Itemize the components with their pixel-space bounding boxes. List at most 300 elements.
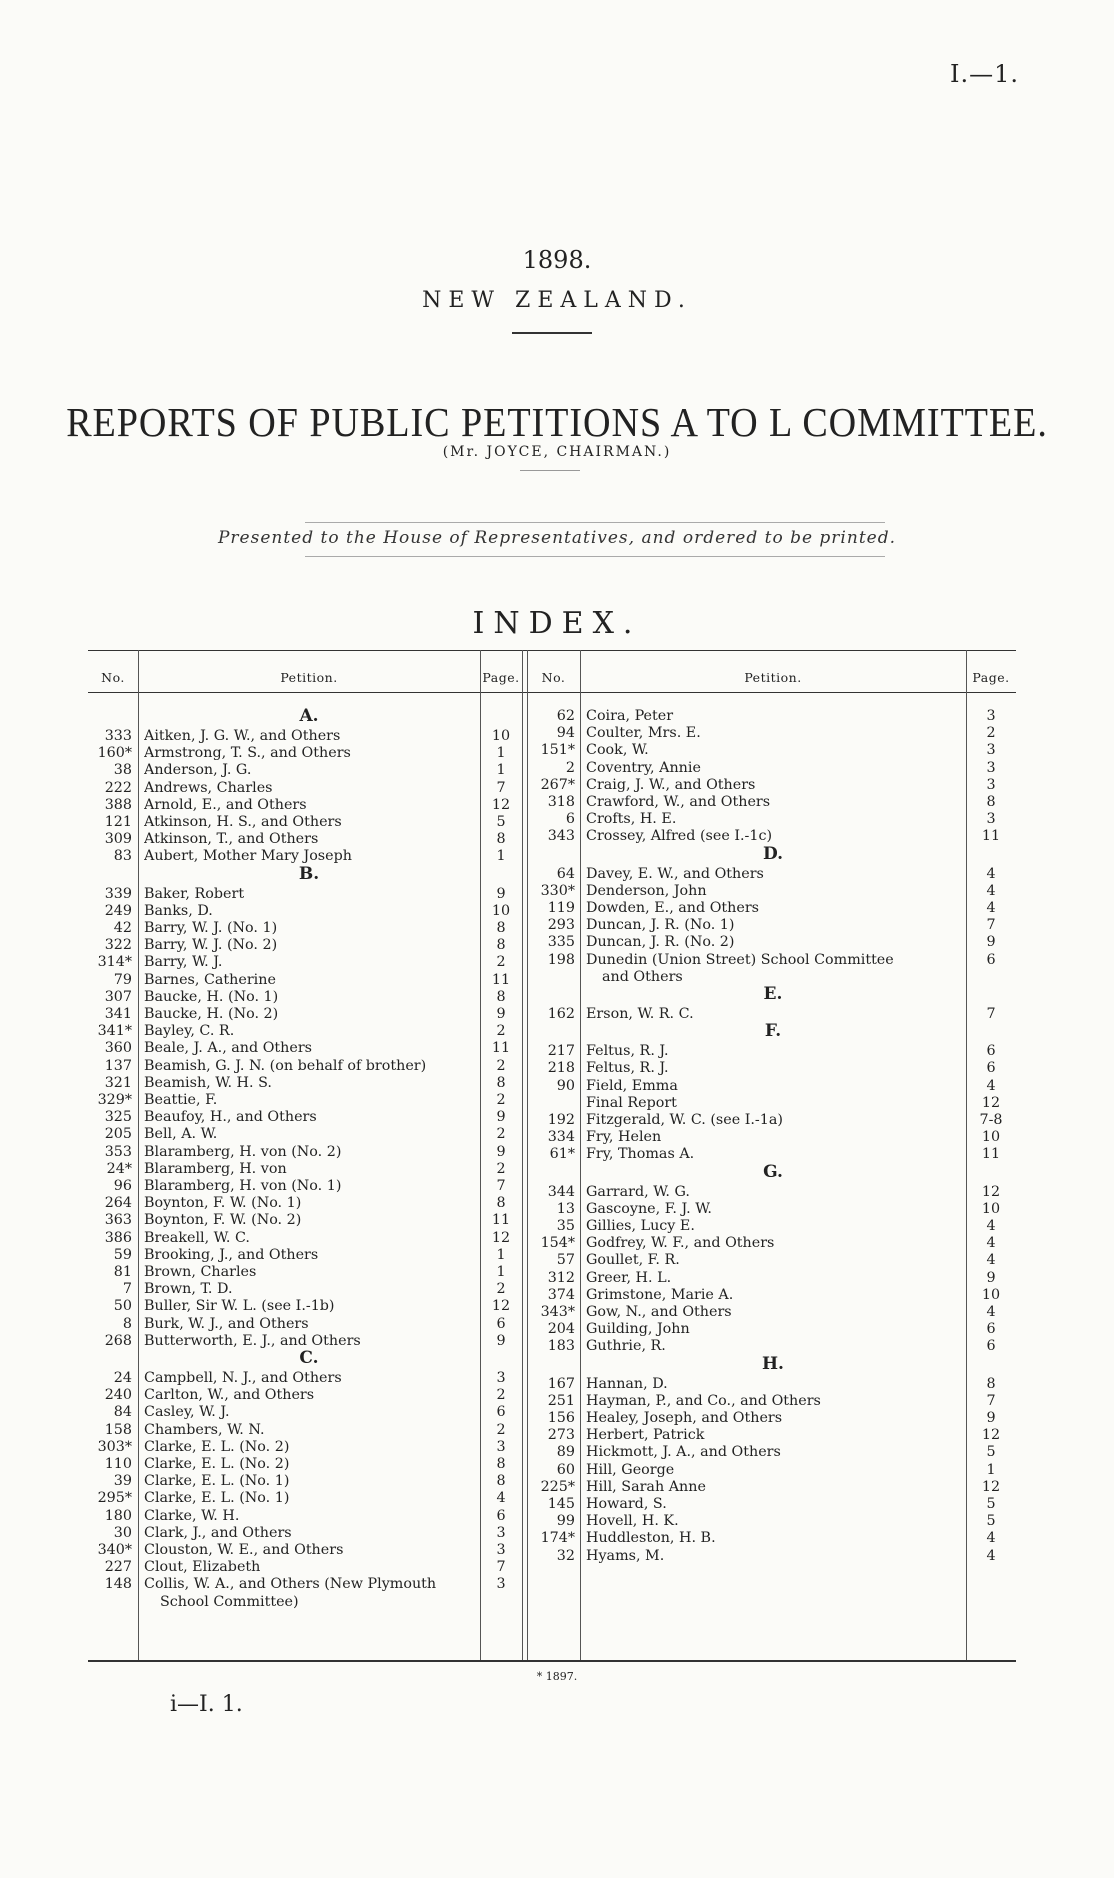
page-number: 4 [986,1530,996,1547]
chairman: (Mr. JOYCE, CHAIRMAN.) [442,444,672,460]
page-title: REPORTS OF PUBLIC PETITIONS A TO L COMMITTEE. [66,399,1048,445]
petition-number: 119 [547,900,575,916]
section-letter: H. [762,1353,784,1374]
petition-number: 42 [113,920,132,936]
petition-number: 94 [556,725,575,742]
petition-name: Baucke, H. (No. 1) [144,988,279,1005]
petition-number: 388 [104,796,132,813]
page-number: 2 [496,1023,506,1040]
page-number: 5 [986,1496,996,1512]
petition-number: 386 [104,1229,132,1246]
petition-number: 167 [547,1375,575,1392]
section-letter: E. [763,984,783,1004]
table-row [88,1201,1016,1218]
petition-number: 30 [113,1524,132,1541]
page-number: 8 [986,1375,996,1392]
table-row [88,1112,1016,1129]
page-number: 8 [496,920,506,936]
petition-name: Herbert, Patrick [586,1427,705,1444]
table-row [88,1218,1016,1235]
petition-name: Banks, D. [144,902,213,919]
page-number: 3 [986,742,996,759]
petition-name: Baker, Robert [144,885,245,902]
page-number: 9 [986,1269,996,1286]
index-title: INDEX. [472,606,642,641]
petition-number: 90 [556,1077,575,1094]
page-number: 10 [981,1200,1001,1217]
petition-number: 341* [97,1023,132,1040]
table-row [88,1376,1016,1393]
petition-name: Atkinson, H. S., and Others [144,814,342,830]
petition-name: Barry, W. J. (No. 2) [144,937,278,954]
section-letter: C. [299,1348,319,1368]
page-number: 12 [981,1427,1001,1444]
petition-name: Clarke, E. L. (No. 1) [144,1490,290,1507]
page-number: 2 [496,1160,506,1177]
petition-number: 374 [547,1286,575,1303]
petition-number: 83 [113,848,132,865]
petition-number: 325 [104,1109,132,1126]
page-number: 8 [496,1074,506,1091]
petition-number: 38 [113,762,132,779]
petition-number: 268 [104,1332,132,1349]
table-row [88,883,1016,900]
page-number: 3 [496,1576,506,1593]
petition-number: 160* [97,745,132,762]
petition-name: Huddleston, H. B. [586,1530,716,1547]
petition-name: Carlton, W., and Others [144,1387,315,1404]
page-number: 12 [981,1478,1001,1495]
petition-number: 7 [122,1281,132,1298]
petition-name: Casley, W. J. [144,1404,230,1421]
table-row [88,863,1016,884]
petition-number: 192 [547,1112,575,1128]
year: 1898. [522,246,592,274]
petition-name: Aitken, J. G. W., and Others [144,728,341,744]
petition-name: Guilding, John [586,1321,690,1338]
petition-number: 360 [104,1040,132,1057]
petition-name: Erson, W. R. C. [586,1006,694,1022]
petition-name: Davey, E. W., and Others [586,865,764,882]
petition-number: 156 [547,1410,575,1426]
page-number: 11 [981,828,1001,845]
table-header-rule [88,692,1016,693]
petition-number: 2 [565,759,575,776]
petition-number: 24* [106,1160,132,1177]
petition-number: 6 [565,811,575,828]
page-number: 1 [496,1246,506,1263]
section-letter: F. [764,1021,782,1042]
petition-number: 343* [540,1304,575,1320]
petition-number: 218 [547,1060,575,1077]
page-number: 3 [496,1370,506,1386]
page-number: 8 [496,1456,506,1472]
table-row [88,1548,1016,1565]
page-number: 2 [496,1421,506,1438]
petition-name: Feltus, R. J. [586,1060,669,1077]
table-row [88,1095,1016,1112]
page-number: 5 [986,1444,996,1461]
page-number: 7 [986,1006,996,1022]
petition-number: 59 [113,1246,132,1263]
petition-name: Coulter, Mrs. E. [586,725,701,742]
petition-number: 222 [104,779,132,796]
petition-number: 240 [104,1387,132,1404]
petition-name: Fitzgerald, W. C. (see I.-1a) [586,1112,783,1128]
petition-name: Barnes, Catherine [144,971,276,988]
page-number: 6 [986,1321,996,1338]
petition-name: Armstrong, T. S., and Others [144,745,351,762]
petition-number: 81 [113,1264,132,1280]
page-number: 9 [496,1109,506,1126]
petition-number: 322 [104,937,132,954]
chairman-rule [520,470,580,471]
petition-number: 303* [97,1438,132,1455]
petition-name: Butterworth, E. J., and Others [144,1332,361,1349]
petition-name: Feltus, R. J. [586,1043,669,1060]
footer-reference: i—I. 1. [170,1692,243,1717]
petition-name: Grimstone, Marie A. [586,1286,734,1303]
table-row [88,952,1016,969]
page-number: 7 [986,1392,996,1409]
petition-number: 62 [556,708,575,724]
petition-name: Dowden, E., and Others [586,900,760,916]
petition-number: 204 [547,1321,575,1338]
page-number: 3 [496,1438,506,1455]
table-row [88,1462,1016,1479]
petition-number: 225* [540,1478,575,1495]
petition-name: Coira, Peter [586,708,674,724]
page-number: 3 [986,708,996,724]
petition-name: Clouston, W. E., and Others [144,1542,344,1558]
petition-name: Hovell, H. K. [586,1513,679,1530]
table-row [88,1235,1016,1252]
table-bottom-rule [88,1660,1016,1662]
petition-name: Collis, W. A., and Others (New Plymouth [144,1576,437,1593]
petition-number: 344 [547,1183,575,1200]
petition-number: 198 [547,951,575,968]
petition-name: Barry, W. J. [144,954,223,971]
page-number: 11 [491,971,511,988]
petition-name: Andrews, Charles [144,779,273,796]
petition-number: 84 [113,1404,132,1421]
table-row [88,1410,1016,1427]
table-row [88,1513,1016,1530]
petition-number: 251 [547,1392,575,1409]
petition-name: Barry, W. J. (No. 1) [144,920,278,936]
table-row [88,1057,1016,1077]
petition-number: 273 [547,1427,575,1444]
petition-number: 334 [547,1129,575,1146]
petition-name: Crossey, Alfred (see I.-1c) [586,828,773,845]
petition-name: Aubert, Mother Mary Joseph [144,848,352,865]
table-row [88,1496,1016,1513]
petition-number: 13 [556,1200,575,1217]
table-row [88,900,1016,917]
petition-number: 293 [547,917,575,934]
petition-name: Craig, J. W., and Others [586,776,756,793]
petition-name: Clout, Elizabeth [144,1559,261,1576]
page-number: 3 [986,759,996,776]
petition-name: Brown, T. D. [144,1281,233,1298]
petition-number: 110 [104,1456,132,1472]
petition-number: 154* [540,1235,575,1252]
petition-name: Hill, George [586,1461,675,1478]
table-row [88,1129,1016,1146]
petition-number: 39 [113,1473,132,1490]
petition-name: Cook, W. [586,742,649,759]
petition-name: Crawford, W., and Others [586,794,771,810]
page-number: 2 [986,725,996,742]
table-row [88,1304,1016,1321]
page-number: 12 [981,1183,1001,1200]
petition-name: Hickmott, J. A., and Others [586,1444,781,1461]
page-number: 4 [986,1218,996,1234]
page-number: 1 [496,745,506,762]
page-number: 4 [986,1077,996,1094]
table-row [88,1321,1016,1338]
page-number: 1 [496,848,506,865]
table-top-rule [88,650,1016,651]
petition-number: 64 [556,865,575,882]
page-number: 6 [496,1404,506,1421]
petition-name: Beamish, W. H. S. [144,1074,272,1091]
petition-name: Blaramberg, H. von [144,1160,287,1177]
petition-name: Bell, A. W. [144,1126,218,1143]
page-number: 1 [986,1461,996,1478]
petition-name: Buller, Sir W. L. (see I.-1b) [144,1298,335,1315]
page-number: 6 [986,951,996,968]
table-row [88,1287,1016,1304]
petition-name: Coventry, Annie [586,759,701,776]
petition-number: 89 [556,1444,575,1461]
petition-number: 330* [540,882,575,899]
table-row [88,1530,1016,1547]
petition-name: Clarke, W. H. [144,1507,240,1524]
petition-name: Goullet, F. R. [586,1252,680,1269]
petition-name: School Committee) [160,1593,299,1610]
petition-number: 249 [104,902,132,919]
petition-number: 35 [556,1218,575,1234]
petition-name: Beamish, G. J. N. (on behalf of brother) [144,1057,427,1074]
petition-name: Duncan, J. R. (No. 2) [586,934,735,951]
petition-name: Greer, H. L. [586,1269,672,1286]
petition-name: Crofts, H. E. [586,811,677,828]
page-number: 9 [496,885,506,902]
page-number: 6 [496,1507,506,1524]
petition-name: Guthrie, R. [586,1338,666,1355]
page-number: 5 [496,814,506,830]
petition-name: and Others [602,968,683,985]
page-number: 12 [981,1094,1001,1111]
petition-name: Fry, Thomas A. [586,1146,695,1163]
footnote: * 1897. [536,1670,578,1683]
petition-name: Howard, S. [586,1496,667,1512]
page-number: 8 [496,937,506,954]
page-number: 6 [986,1338,996,1355]
table-row [88,725,1016,742]
page-number: 10 [491,728,511,744]
page-number: 6 [496,1315,506,1332]
page-number: 8 [986,794,996,810]
table-row [88,760,1016,777]
page-number: 2 [496,1057,506,1074]
petition-name: Baucke, H. (No. 2) [144,1006,279,1022]
page-number: 2 [496,954,506,971]
petition-name: Fry, Helen [586,1129,662,1146]
petition-name: Healey, Joseph, and Others [586,1410,783,1426]
col-header-no: No. [101,670,125,685]
petition-name: Blaramberg, H. von (No. 1) [144,1178,342,1194]
table-row [88,1444,1016,1461]
petition-name: Gow, N., and Others [586,1304,732,1320]
page-number: 8 [496,831,506,848]
presented-rule-top [305,522,885,523]
petition-number: 148 [104,1576,132,1593]
petition-name: Anderson, J. G. [144,762,252,779]
table-row [88,1576,1016,1593]
title-rule [512,332,592,334]
petition-number: 312 [547,1269,575,1286]
petition-name: Gascoyne, F. J. W. [586,1200,712,1217]
page-number: 2 [496,1387,506,1404]
petition-number: 353 [104,1143,132,1160]
col-header-petition: Petition. [280,670,338,685]
petition-number: 309 [104,831,132,848]
petition-number: 318 [547,794,575,810]
petition-number: 8 [122,1315,132,1332]
petition-name: Hyams, M. [586,1547,665,1564]
page-number: 4 [986,1547,996,1564]
table-row [88,742,1016,759]
petition-number: 162 [547,1006,575,1022]
page-number: 9 [496,1143,506,1160]
page-number: 7 [986,917,996,934]
table-row [88,1252,1016,1269]
section-letter: B. [298,863,320,884]
petition-number: 314* [97,954,132,971]
page-number: 4 [986,900,996,916]
table-row [88,1043,1016,1060]
page-number: 1 [496,1264,506,1280]
petition-name: Hill, Sarah Anne [586,1478,706,1495]
petition-name: Garrard, W. G. [586,1183,690,1200]
petition-name: Gillies, Lucy E. [586,1218,695,1234]
petition-number: 60 [556,1461,575,1478]
table-row [88,917,1016,934]
petition-name: Godfrey, W. F., and Others [586,1235,775,1252]
petition-name: Beale, J. A., and Others [144,1040,313,1057]
petition-name: Atkinson, T., and Others [144,831,319,848]
page-number: 12 [491,796,511,813]
table-row [88,1270,1016,1287]
petition-number: 79 [113,971,132,988]
page-number: 3 [986,776,996,793]
petition-name: Boynton, F. W. (No. 1) [144,1195,302,1212]
petition-number: 32 [556,1547,575,1564]
petition-name: Campbell, N. J., and Others [144,1370,342,1386]
petition-number: 227 [104,1559,132,1576]
page-number: 7 [496,779,506,796]
page-number: 7-8 [979,1112,1003,1128]
presented-note: Presented to the House of Representatives, and ordered to be printed. [217,528,896,548]
page-number: 3 [496,1524,506,1541]
petition-number: 121 [104,814,132,830]
petition-number: 343 [547,828,575,845]
petition-number: 183 [547,1338,575,1355]
petition-name: Clarke, E. L. (No. 1) [144,1473,290,1490]
page-number: 11 [491,1212,511,1229]
petition-name: Beaufoy, H., and Others [144,1109,317,1126]
petition-number: 339 [104,885,132,902]
page-number: 8 [496,1473,506,1490]
petition-name: Beattie, F. [144,1092,218,1108]
table-row [88,1427,1016,1444]
page-number: 4 [986,1252,996,1269]
page-number: 3 [496,1542,506,1558]
section-letter: G. [763,1161,783,1182]
petition-number: 24 [113,1370,132,1386]
petition-name: Duncan, J. R. (No. 1) [586,917,735,934]
page-number: 4 [986,1235,996,1252]
petition-name: Final Report [586,1094,677,1111]
petition-number: 333 [104,728,132,744]
col-header-page: Page. [482,670,520,685]
petition-number: 295* [97,1490,132,1507]
page-number: 4 [496,1490,506,1507]
page-number: 3 [986,811,996,828]
page-number: 7 [496,1178,506,1194]
petition-number: 267* [540,776,575,793]
petition-number: 264 [104,1195,132,1212]
index-table [88,650,1016,1662]
page-number: 4 [986,1304,996,1320]
petition-name: Boynton, F. W. (No. 2) [144,1212,302,1229]
petition-name: Brooking, J., and Others [144,1246,319,1263]
page-number: 1 [496,762,506,779]
petition-number: 145 [547,1496,575,1512]
petition-number: 205 [104,1126,132,1143]
col-header-no: No. [541,670,566,685]
petition-name: Field, Emma [586,1077,678,1094]
petition-name: Denderson, John [586,882,707,899]
petition-number: 151* [540,742,575,759]
page-number: 6 [986,1043,996,1060]
petition-number: 174* [540,1530,575,1547]
table-row [88,811,1016,828]
page-number: 10 [981,1129,1001,1146]
page-number: 11 [981,1146,1001,1163]
page-number: 8 [496,1195,506,1212]
page-number: 12 [491,1298,511,1315]
petition-number: 335 [547,934,575,951]
table-row [88,1393,1016,1410]
petition-number: 180 [104,1507,132,1524]
table-row [88,708,1016,725]
petition-number: 57 [556,1252,575,1269]
country: NEW ZEALAND. [422,288,692,313]
page-number: 8 [496,988,506,1005]
petition-name: Clarke, E. L. (No. 2) [144,1456,290,1472]
page-number: 4 [986,882,996,899]
page-number: 6 [986,1060,996,1077]
petition-name: Chambers, W. N. [144,1421,265,1438]
petition-number: 99 [556,1513,575,1530]
table-row [88,777,1016,794]
table-row [88,1184,1016,1201]
page-number: 5 [986,1513,996,1530]
col-header-petition: Petition. [744,670,802,685]
